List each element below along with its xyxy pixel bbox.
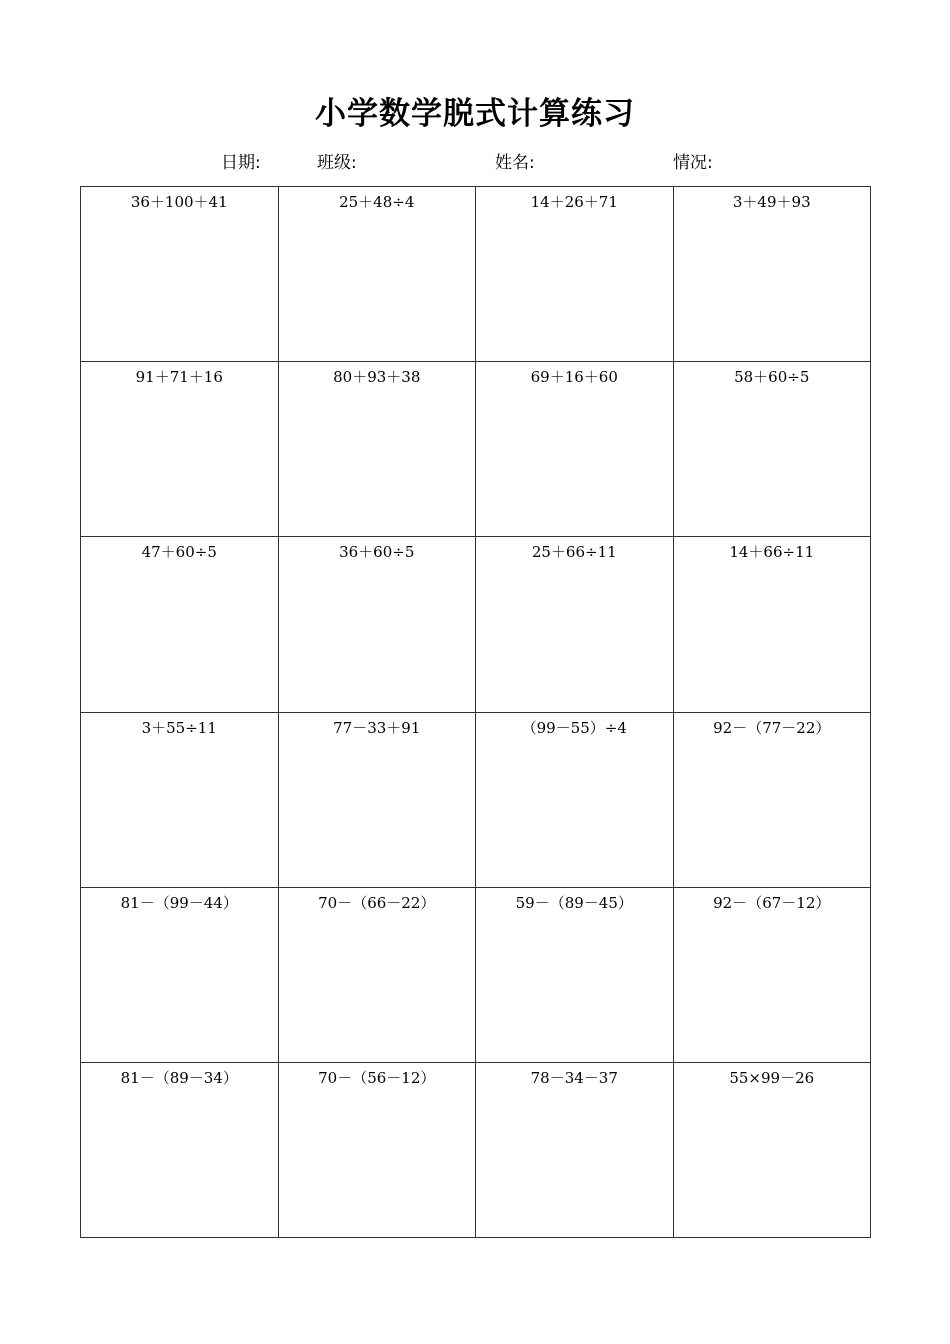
problem-cell[interactable] — [279, 537, 477, 712]
problem-cell[interactable] — [476, 187, 674, 362]
problem-expression: 47＋60÷5 — [141, 543, 217, 562]
problem-cell[interactable] — [279, 187, 477, 362]
problem-expression: 58＋60÷5 — [734, 368, 810, 387]
class-label: 班级: — [317, 153, 357, 173]
problem-expression: 55×99－26 — [729, 1068, 815, 1087]
problem-expression: 36＋60÷5 — [339, 543, 415, 562]
problem-expression: 80＋93＋38 — [333, 368, 421, 387]
problem-cell[interactable] — [674, 187, 872, 362]
problem-cell[interactable] — [279, 713, 477, 888]
problem-cell[interactable] — [674, 888, 872, 1063]
problem-expression: 91＋71＋16 — [135, 368, 223, 387]
status-label: 情况: — [673, 153, 713, 173]
problem-cell[interactable] — [81, 713, 279, 888]
problem-expression: 3＋49＋93 — [732, 193, 811, 211]
problem-cell[interactable] — [674, 713, 872, 888]
problem-cell[interactable] — [81, 537, 279, 712]
problem-cell[interactable] — [476, 362, 674, 537]
problem-cell[interactable] — [476, 888, 674, 1063]
date-label: 日期: — [221, 153, 261, 173]
problem-cell[interactable] — [674, 1063, 872, 1238]
student-info-row — [0, 150, 950, 176]
problem-expression: 92－（67－12） — [713, 893, 831, 912]
problem-expression: 70－（56－12） — [318, 1068, 436, 1087]
problem-cell[interactable] — [476, 713, 674, 888]
problem-expression: 3＋55÷11 — [141, 718, 217, 737]
problem-expression: 36＋100＋41 — [130, 193, 228, 211]
problem-cell[interactable] — [81, 187, 279, 362]
problem-cell[interactable] — [279, 888, 477, 1063]
problem-cell[interactable] — [279, 362, 477, 537]
problem-expression: 25＋48÷4 — [339, 193, 415, 211]
problem-grid — [80, 186, 871, 1238]
problem-expression: 25＋66÷11 — [531, 543, 617, 562]
problem-expression: 78－34－37 — [530, 1068, 618, 1087]
problem-expression: 92－（77－22） — [713, 718, 831, 737]
problem-cell[interactable] — [81, 362, 279, 537]
problem-expression: （99－55）÷4 — [521, 718, 627, 737]
name-label: 姓名: — [495, 153, 535, 173]
problem-cell[interactable] — [81, 1063, 279, 1238]
problem-cell[interactable] — [476, 1063, 674, 1238]
problem-cell[interactable] — [674, 362, 872, 537]
problem-expression: 14＋66÷11 — [729, 543, 815, 562]
problem-expression: 81－（89－34） — [120, 1068, 238, 1087]
problem-expression: 77－33＋91 — [333, 718, 421, 737]
problem-cell[interactable] — [674, 537, 872, 712]
problem-expression: 14＋26＋71 — [530, 193, 618, 211]
problem-expression: 59－（89－45） — [515, 893, 633, 912]
worksheet-title: 小学数学脱式计算练习 — [315, 96, 635, 132]
problem-cell[interactable] — [476, 537, 674, 712]
problem-cell[interactable] — [81, 888, 279, 1063]
problem-expression: 81－（99－44） — [120, 893, 238, 912]
problem-cell[interactable] — [279, 1063, 477, 1238]
problem-expression: 70－（66－22） — [318, 893, 436, 912]
problem-expression: 69＋16＋60 — [530, 368, 618, 387]
